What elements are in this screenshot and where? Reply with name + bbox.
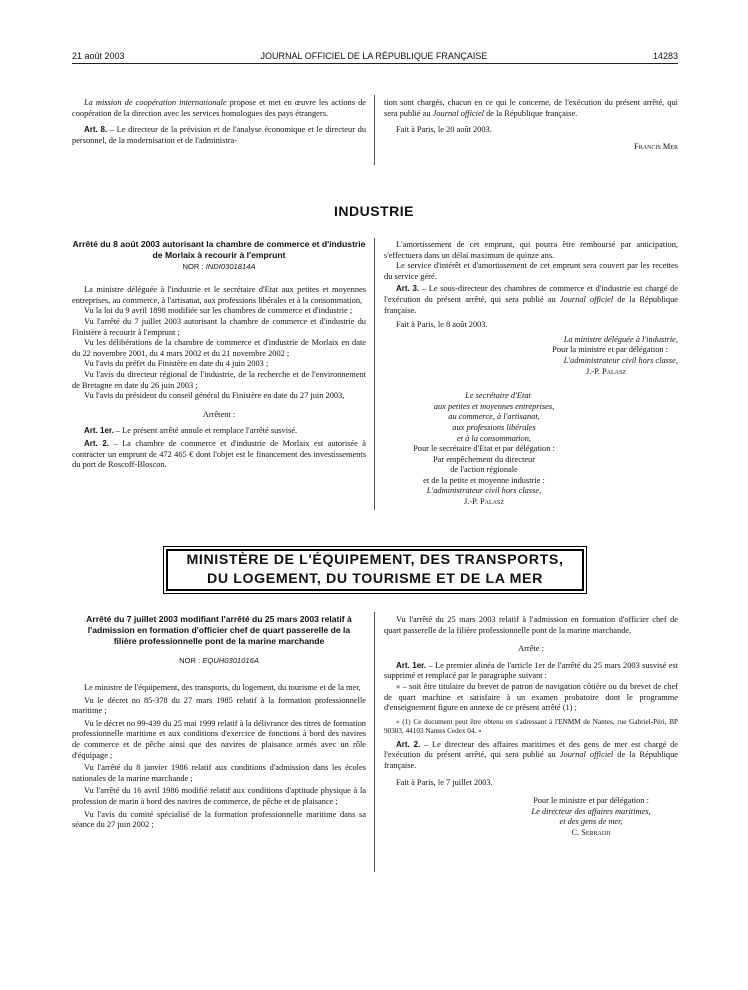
- footnote: « (1) Ce document peut être obtenu en s'adressant à l'ENMM de Nantes, rue Gabriel-Péri, BP 90303, 44103 Nantes Cedex 04. »: [384, 717, 678, 735]
- signature-line: Pour le secrétaire d'Etat et par délégation :: [413, 444, 555, 454]
- visa-item: Vu l'arrêté du 8 janvier 1986 relatif aux conditions d'admission dans les écoles nationales de la marine marchande ;: [72, 763, 366, 783]
- article-3-text: – Le sous-directeur des chambres de commerce et d'industrie est chargé de l'exécution du présent arrêté, qui sera publié au: [384, 284, 678, 304]
- section-heading-industrie: INDUSTRIE: [334, 203, 414, 219]
- decree-title: Arrêté du 7 juillet 2003 modifiant l'arrêté du 25 mars 2003 relatif à l'admission en formation d'officier chef de quart passerelle de la filière professionnelle pont de la marine marchande: [86, 614, 352, 646]
- visa-item: Vu l'avis du comité spécialisé de la formation professionnelle maritime dans sa séance du 27 juin 2002 ;: [72, 809, 366, 830]
- article-3-text-end: de la République française.: [384, 294, 679, 315]
- signature-line: et de la petite et moyenne industrie :: [423, 475, 545, 485]
- top-left-column: [72, 98, 366, 146]
- visa-item: Vu les délibérations de la chambre de commerce et d'industrie de Morlaix en date du 22 novembre 2001, du 4 mars 2002 et du 21 novembre 2002 ;: [72, 338, 366, 358]
- header-page-number: 14283: [652, 51, 678, 61]
- signature: Francis Mer: [634, 141, 678, 151]
- execution-text: tion sont chargés, chacun en ce qui le concerne, de l'exécution du présent arrêté, qui sera publié au: [384, 98, 678, 118]
- signature-line: et à la consommation,: [457, 433, 531, 443]
- visa-item: Vu l'avis du président du conseil général du Finistère en date du 27 juin 2003,: [84, 391, 345, 401]
- signature-name: J.-P. Palasz: [585, 366, 626, 376]
- amortization-text: L'amortissement de cet emprunt, qui pourra être remboursé par anticipation, s'effectuera dans un délai maximum de quinze ans.: [384, 240, 678, 260]
- nor-label: NOR :: [179, 656, 203, 666]
- visa-item: Vu l'avis du préfet du Finistère en date du 4 juin 2003 ;: [84, 359, 269, 369]
- date-line: Fait à Paris, le 20 août 2003.: [396, 125, 492, 135]
- signature-name: C. Serradji: [571, 827, 611, 837]
- signature-line: de l'action régionale: [450, 465, 518, 475]
- article-1-label: Art. 1er.: [84, 426, 114, 436]
- industrie-left-column: [72, 239, 366, 471]
- visa-item: Vu l'arrêté du 25 mars 2003 relatif à l'admission en formation d'officier chef de quart passerelle de la filière professionnelle pont de la marine marchande,: [384, 615, 678, 635]
- header-rule: [72, 63, 678, 64]
- journal-officiel-ref: Journal officiel: [432, 108, 485, 118]
- signature-line: Pour le ministre et par délégation :: [533, 796, 649, 806]
- column-divider: [374, 95, 375, 165]
- mission-name: La mission de coopération internationale: [84, 98, 227, 107]
- signature-line: L'administrateur civil hors classe,: [563, 355, 678, 365]
- article-2-text: – La chambre de commerce et d'industrie de Morlaix est autorisée à contracter un emprunt de 472 465 € dont l'objet est le financement des investissements du port de Roscoff-Bloscon.: [72, 438, 366, 470]
- visa-item: Vu le décret no 85-378 du 27 mars 1985 relatif à la formation professionnelle maritime ;: [72, 695, 366, 716]
- signature-line: Par empêchement du directeur: [432, 454, 536, 464]
- article-3-label: Art. 3.: [396, 284, 420, 294]
- ministere-heading-line: DU LOGEMENT, DU TOURISME ET DE LA MER: [207, 571, 543, 587]
- nor-label: NOR :: [182, 261, 206, 271]
- decree-title: Arrêté du 8 août 2003 autorisant la chambre de commerce et d'industrie de Morlaix à recourir à l'emprunt: [72, 239, 366, 260]
- signature-line: L'administrateur civil hors classe,: [426, 486, 542, 496]
- article-1-text: – Le premier alinéa de l'article 1er de l'arrêté du 25 mars 2003 susvisé est supprimé et remplacé par le paragraphe suivant :: [384, 660, 678, 681]
- article-2-label: Art. 2.: [396, 739, 421, 749]
- signature-line: au commerce, à l'artisanat,: [448, 412, 540, 422]
- signature-block-minister: [384, 335, 678, 377]
- quoted-paragraph: « – soit être titulaire du brevet de patron de navigation côtière ou du brevet de chef de quart machine et satisfaire à un examen probatoire dont le programme d'enseignement figure en annexe de ce présent arrêté (1) ;: [384, 681, 678, 713]
- ministere-left-column: [72, 614, 366, 831]
- date-line: Fait à Paris, le 8 août 2003.: [396, 320, 488, 330]
- article-8-label: Art. 8.: [84, 125, 108, 135]
- decree-intro: Le ministre de l'équipement, des transports, du logement, du tourisme et de la mer,: [84, 682, 361, 692]
- decree-intro: La ministre déléguée à l'industrie et le secrétaire d'Etat aux petites et moyennes entreprises, au commerce, à l'artisanat, aux professions libérales et à la consommation,: [72, 285, 366, 305]
- journal-officiel-ref: Journal officiel: [559, 750, 614, 760]
- arrete-label: Arrête :: [518, 644, 544, 654]
- section-heading-ministere: [166, 549, 584, 591]
- execution-text-end: de la République française.: [484, 108, 578, 118]
- signature-line: Pour la ministre et par délégation :: [552, 345, 668, 355]
- article-1-label: Art. 1er.: [396, 660, 427, 670]
- visa-item: Vu l'arrêté du 7 juillet 2003 autorisant la chambre de commerce et d'industrie du Finistère à recourir à l'emprunt ;: [72, 316, 366, 337]
- header-title: JOURNAL OFFICIEL DE LA RÉPUBLIQUE FRANÇAISE: [260, 51, 488, 61]
- nor-reference: [72, 656, 366, 667]
- visa-item: Vu l'arrêté du 16 avril 1986 modifié relatif aux conditions d'aptitude physique à la profession de marin à bord des navires de commerce, de pêche et de plaisance ;: [72, 786, 366, 806]
- nor-reference: [72, 262, 366, 273]
- ministere-right-column: [384, 615, 678, 839]
- column-divider: [374, 612, 375, 872]
- ministere-heading-line: MINISTÈRE DE L'ÉQUIPEMENT, DES TRANSPORTS,: [186, 552, 564, 568]
- signature-line: et des gens de mer,: [559, 817, 623, 827]
- arretent-label: Arrêtent :: [202, 409, 236, 419]
- article-8-text: – Le directeur de la prévision et de l'analyse économique et le directeur du personnel, de la modernisation et de l'administra-: [72, 125, 367, 145]
- signature-line: aux petites et moyennes entreprises,: [433, 401, 555, 411]
- date-line: Fait à Paris, le 7 juillet 2003.: [396, 777, 493, 787]
- signature-line: La ministre déléguée à l'industrie,: [563, 334, 678, 344]
- article-2-text: – Le directeur des affaires maritimes et des gens de mer est chargé de l'exécution du présent arrêté, qui sera publié au: [384, 739, 678, 760]
- journal-officiel-ref: Journal officiel: [559, 294, 614, 304]
- signature-line: Le secrétaire d'Etat: [465, 391, 531, 401]
- article-2-text-end: de la République française.: [384, 750, 679, 770]
- visa-item: Vu le décret no 99-439 du 25 mai 1999 relatif à la délivrance des titres de formation professionnelle maritime et aux conditions d'exercice de fonctions à bord des navires de commerce et de pêche ainsi que des navires de plaisance armés avec un rôle d'équipage ;: [72, 718, 366, 760]
- signature-block: [384, 796, 678, 838]
- interest-text: Le service d'intérêt et d'amortissement de cet emprunt sera couvert par les recettes du service géré.: [384, 261, 678, 281]
- signature-name: J.-P. Palasz: [463, 497, 505, 507]
- article-2-label: Art. 2.: [84, 438, 110, 448]
- visa-item: Vu la loi du 9 avril 1898 modifiée sur les chambres de commerce et d'industrie ;: [84, 306, 353, 316]
- signature-block-secretary: [384, 391, 604, 508]
- visa-item: Vu l'avis du directeur régional de l'industrie, de la recherche et de l'environnement de Bretagne en date du 26 juin 2003 ;: [72, 369, 366, 390]
- industrie-right-column: [384, 240, 678, 508]
- column-divider: [374, 238, 375, 510]
- header-date: 21 août 2003: [72, 51, 125, 61]
- nor-code: INDI0301814A: [205, 261, 256, 271]
- article-1-text: – Le présent arrêté annule et remplace l'arrêté susvisé.: [113, 426, 298, 436]
- nor-code: EQUH0301016A: [202, 656, 259, 666]
- signature-line: aux professions libérales: [452, 422, 536, 432]
- signature-line: Le directeur des affaires maritimes,: [531, 806, 651, 816]
- mission-text: propose et met en œuvre les actions de coopération de la direction avec les services homologues des pays étrangers.: [72, 98, 366, 118]
- top-right-column: [384, 98, 678, 152]
